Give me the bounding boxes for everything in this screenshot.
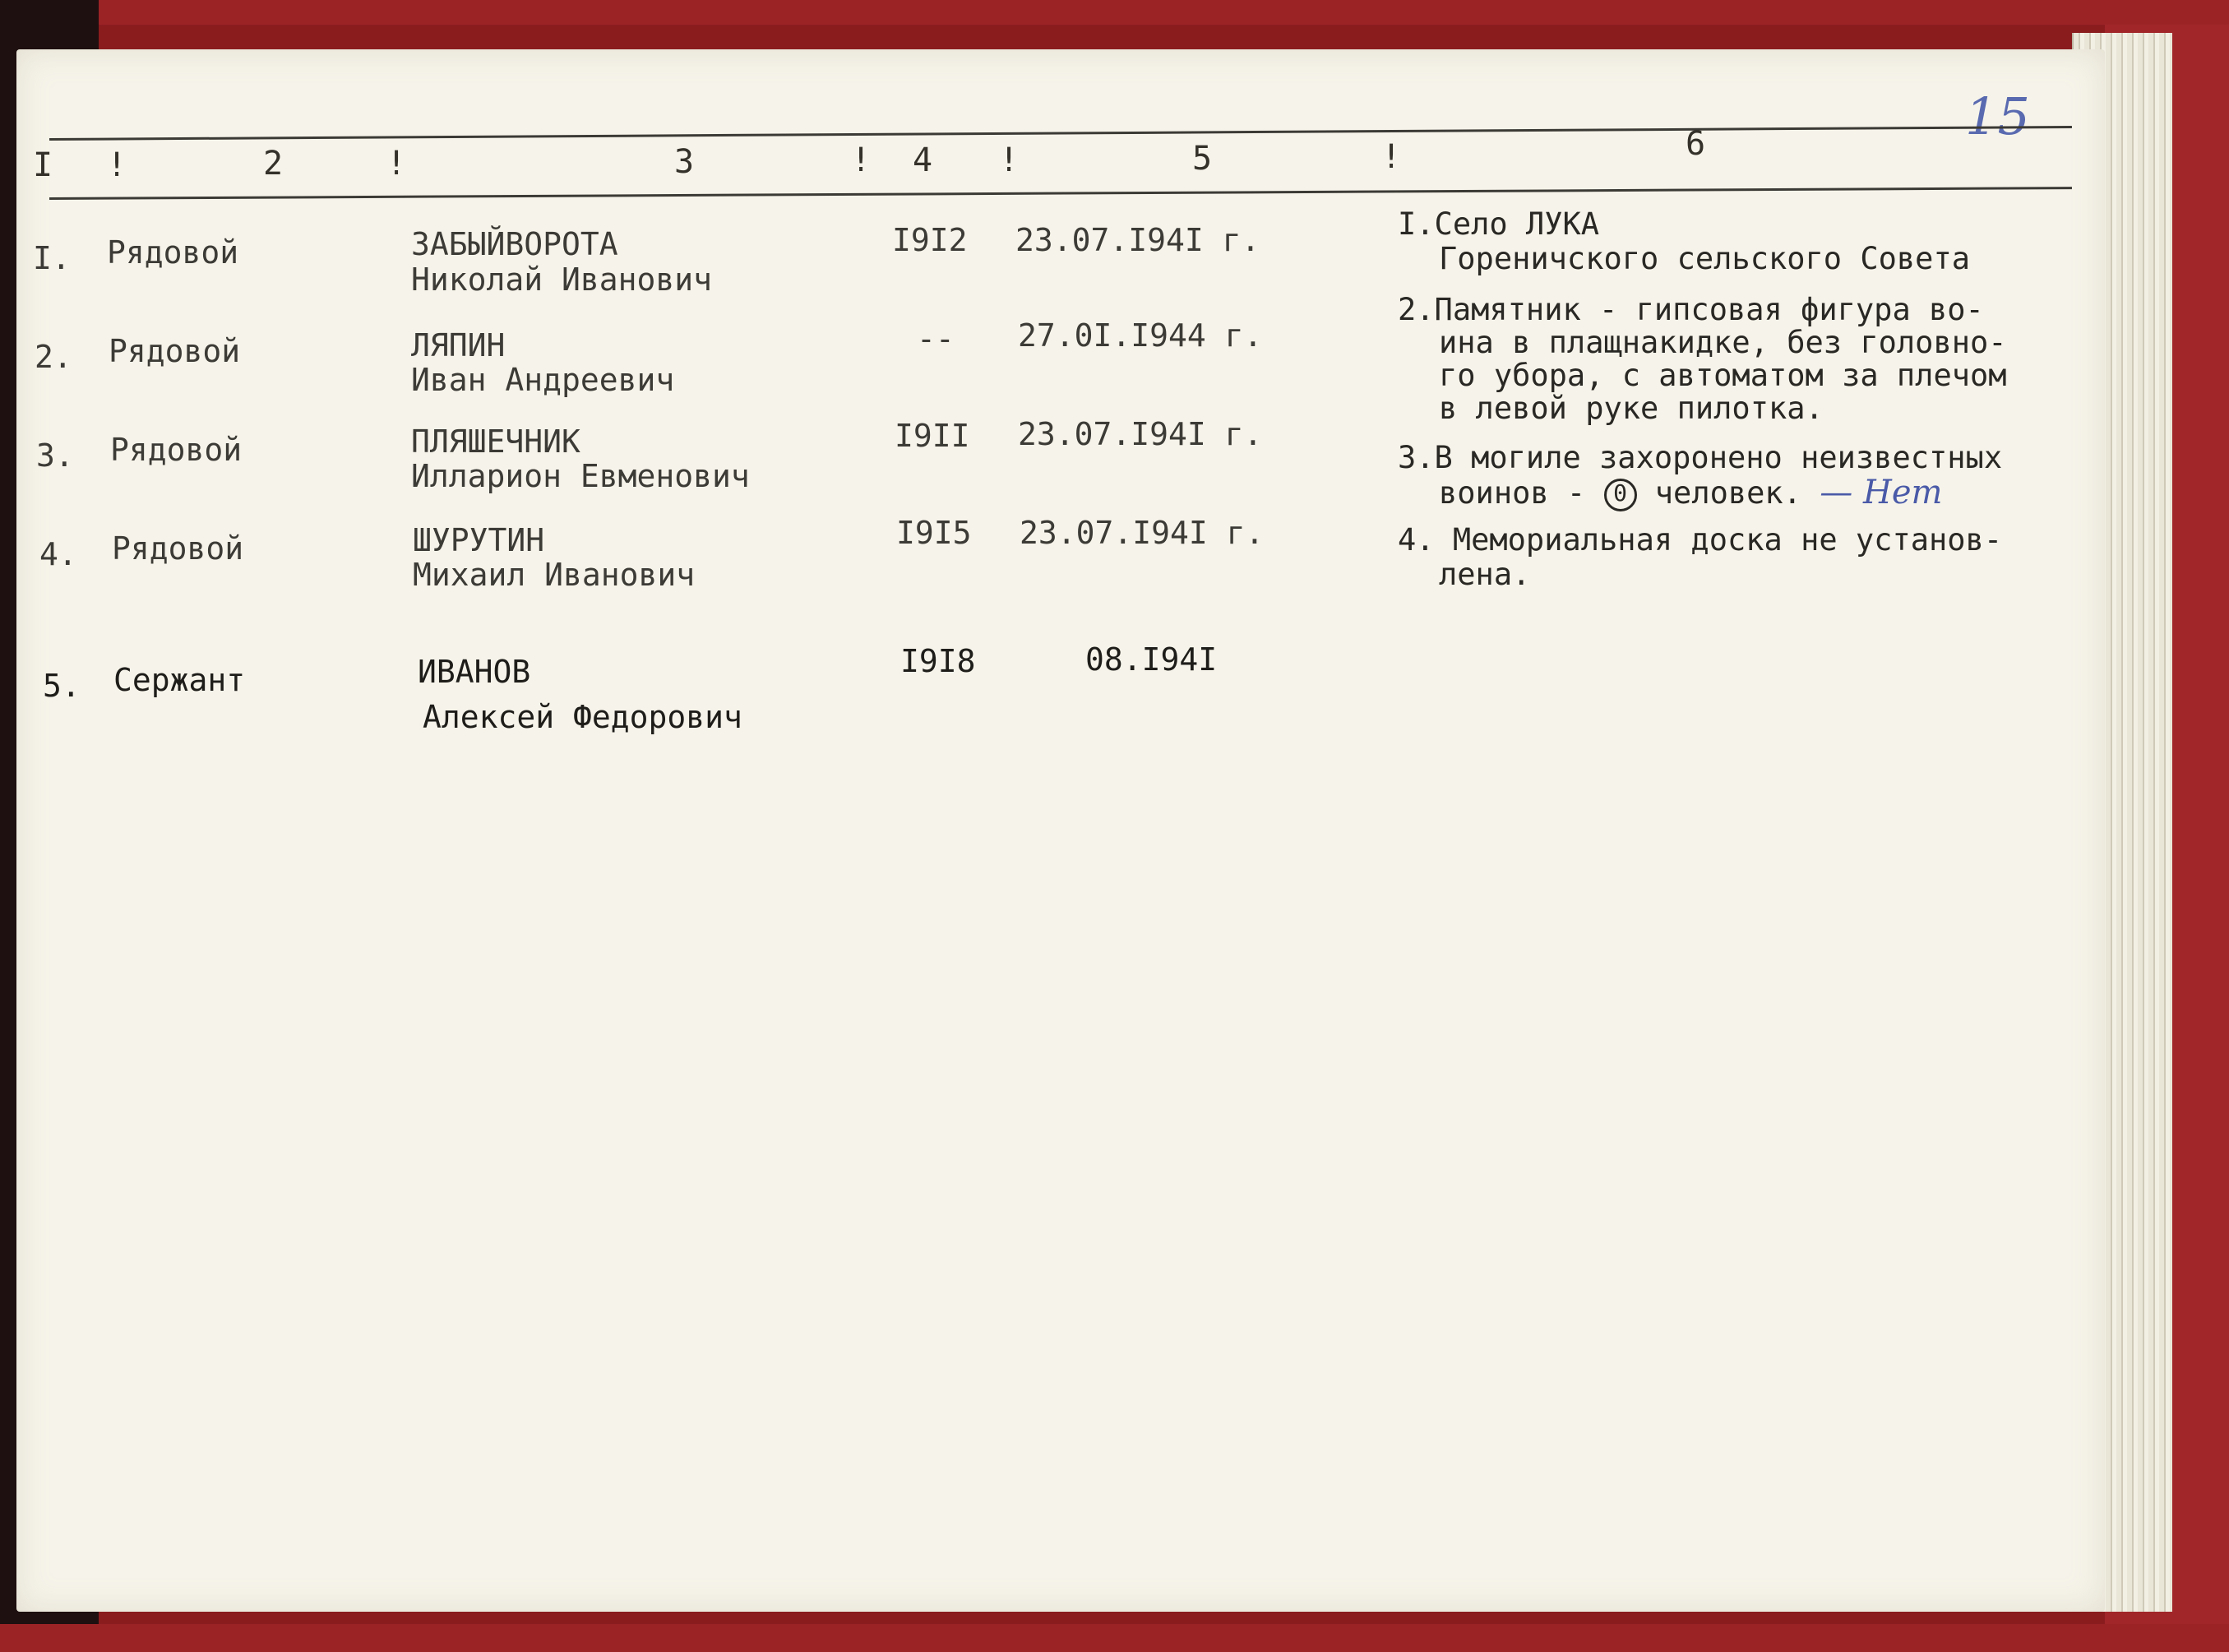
note-1-line-2: Гореничского сельского Совета — [1439, 241, 1971, 276]
header-col-4: 4 — [913, 141, 933, 179]
note-1-line-1: I.Село ЛУКА — [1398, 206, 1600, 242]
header-col-3: 3 — [674, 143, 695, 181]
note-3-text-a: воинов - — [1439, 475, 1586, 511]
row-birth-year: I9I5 — [896, 515, 972, 551]
note-3-text-b: человек. — [1654, 475, 1801, 511]
circled-zero-mark: 0 — [1604, 479, 1637, 511]
row-given-names: Алексей Федорович — [423, 699, 742, 735]
header-separator: ! — [851, 141, 872, 179]
row-number: 2. — [35, 339, 72, 375]
row-surname: ИВАНОВ — [418, 654, 531, 690]
row-birth-year: -- — [917, 321, 955, 357]
row-number: 3. — [36, 437, 74, 474]
row-rank: Рядовой — [110, 432, 243, 468]
header-col-5: 5 — [1192, 140, 1213, 178]
row-rank: Рядовой — [112, 530, 244, 567]
note-2-line-3: го убора, с автоматом за плечом — [1439, 358, 2007, 393]
row-rank: Рядовой — [107, 234, 239, 271]
row-surname: ШУРУТИН — [413, 522, 545, 558]
register-page — [16, 49, 2105, 1612]
header-col-6: 6 — [1686, 125, 1706, 163]
row-given-names: Михаил Иванович — [413, 557, 696, 593]
row-rank: Рядовой — [109, 333, 241, 369]
row-death-date: 08.I94I — [1085, 641, 1218, 678]
row-number: 5. — [43, 668, 81, 704]
header-separator: ! — [386, 145, 407, 183]
row-given-names: Илларион Евменович — [411, 458, 750, 494]
header-col-2: 2 — [263, 145, 284, 183]
row-surname: ЗАБЫЙВОРОТА — [411, 226, 618, 262]
row-birth-year: I9I2 — [892, 222, 968, 258]
row-death-date: 27.0I.I944 г. — [1018, 317, 1263, 354]
row-number: I. — [33, 240, 71, 276]
row-surname: ПЛЯШЕЧНИК — [411, 423, 580, 460]
row-rank: Сержант — [113, 662, 246, 698]
header-top-rule — [49, 126, 2072, 141]
row-death-date: 23.07.I94I г. — [1015, 222, 1260, 258]
header-separator: ! — [107, 146, 127, 184]
note-4-line-1: 4. Мемориальная доска не установ- — [1398, 522, 2003, 558]
row-birth-year: I9II — [895, 418, 970, 454]
row-death-date: 23.07.I94I г. — [1020, 515, 1265, 551]
row-number: 4. — [39, 536, 77, 572]
binder-cover-top — [0, 0, 2229, 25]
row-surname: ЛЯПИН — [411, 327, 506, 363]
row-death-date: 23.07.I94I г. — [1018, 416, 1263, 452]
binder-cover-bottom — [0, 1624, 2229, 1652]
note-2-line-1: 2.Памятник - гипсовая фигура во- — [1398, 292, 1984, 327]
row-given-names: Николай Иванович — [411, 261, 713, 298]
row-birth-year: I9I8 — [900, 643, 976, 679]
header-separator: ! — [1381, 138, 1402, 176]
header-col-1: I — [33, 146, 53, 184]
header-bottom-rule — [49, 187, 2072, 200]
row-given-names: Иван Андреевич — [411, 362, 675, 398]
note-3-line-1: 3.В могиле захоронено неизвестных — [1398, 440, 2003, 475]
note-4-line-2: лена. — [1439, 557, 1531, 592]
header-separator: ! — [999, 141, 1020, 179]
note-3-line-2 — [1439, 475, 1942, 511]
page-number: 15 — [1965, 86, 2030, 146]
handwritten-annotation: — Нет — [1820, 474, 1943, 511]
note-2-line-4: в левой руке пилотка. — [1439, 391, 1824, 426]
note-2-line-2: ина в плащнакидке, без головно- — [1439, 325, 2007, 360]
